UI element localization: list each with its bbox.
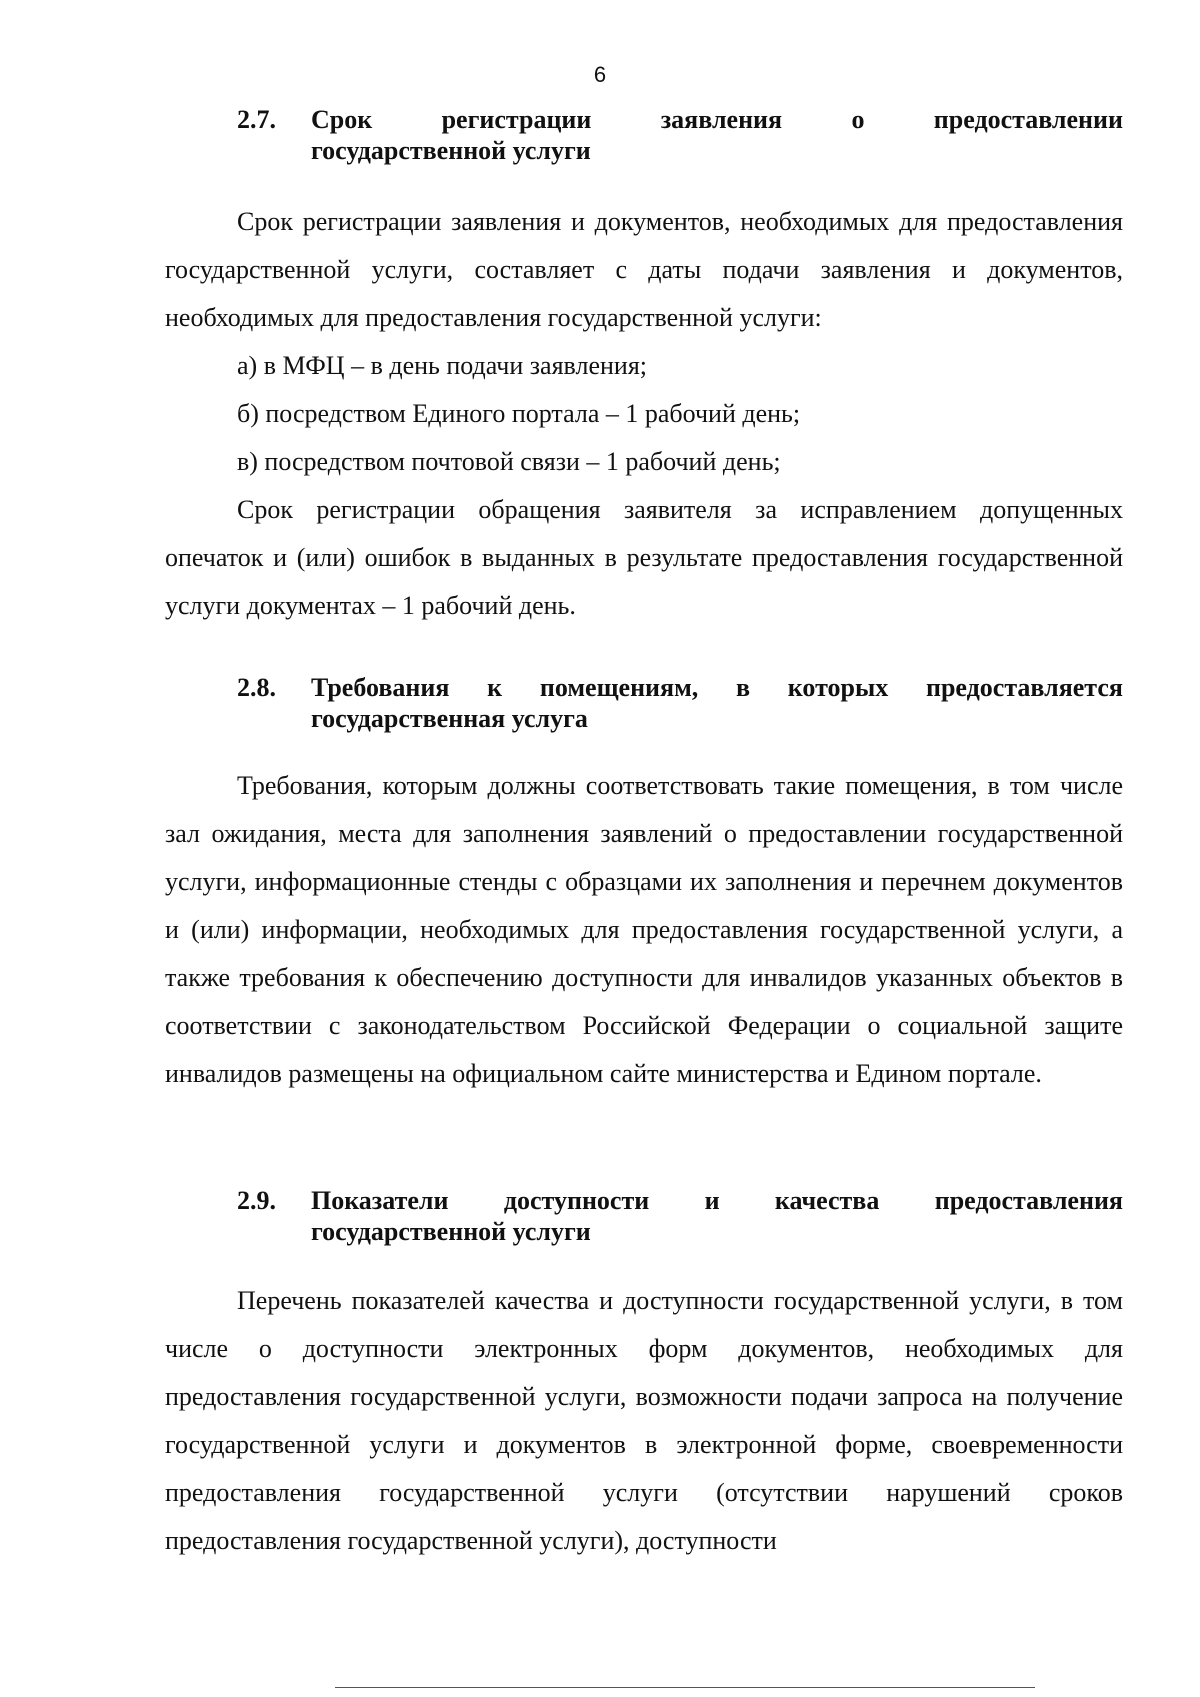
section-number: 2.8. bbox=[237, 673, 276, 702]
section-title-line1: Показатели доступности и качества предоставления bbox=[311, 1186, 1123, 1215]
list-item: б) посредством Единого портала – 1 рабочий день; bbox=[237, 399, 801, 428]
section-title-line1: Требования к помещениям, в которых предоставляется bbox=[311, 673, 1123, 702]
section-heading-2-7 bbox=[237, 104, 1123, 166]
section-intro-paragraph: Срок регистрации заявления и документов, необходимых для предоставления государственной услуги, составляет с даты подачи заявления и документов, необходимых для предоставления государственной услуги: bbox=[165, 207, 1123, 332]
section-number: 2.9. bbox=[237, 1186, 276, 1215]
section-heading-2-9 bbox=[237, 1185, 1123, 1247]
bottom-rule bbox=[335, 1687, 1035, 1688]
section-title-line2: государственная услуга bbox=[311, 704, 588, 733]
page-number: 6 bbox=[593, 62, 607, 87]
section-title-line1: Срок регистрации заявления о предоставлении bbox=[311, 105, 1123, 134]
section-title-line2: государственной услуги bbox=[311, 136, 591, 165]
section-title-line2: государственной услуги bbox=[311, 1217, 591, 1246]
list-item: а) в МФЦ – в день подачи заявления; bbox=[237, 351, 647, 380]
section-closing-paragraph: Срок регистрации обращения заявителя за исправлением допущенных опечаток и (или) ошибок в выданных в результате предоставления государственной услуги документах – 1 рабочий день. bbox=[165, 495, 1123, 620]
section-heading-2-8 bbox=[237, 672, 1123, 734]
list-item: в) посредством почтовой связи – 1 рабочий день; bbox=[237, 447, 781, 476]
section-body-paragraph: Перечень показателей качества и доступности государственной услуги, в том числе о доступности электронных форм документов, необходимых для предоставления государственной услуги, возможности подачи запроса на получение государственной услуги и документов в электронной форме, своевременности предоставления государственной услуги (отсутствии нарушений сроков предоставления государственной услуги), доступности bbox=[165, 1286, 1123, 1555]
section-body-paragraph: Требования, которым должны соответствовать такие помещения, в том числе зал ожидания, места для заполнения заявлений о предоставлении государственной услуги, информационные стенды с образцами их заполнения и перечнем документов и (или) информации, необходимых для предоставления государственной услуги, а также требования к обеспечению доступности для инвалидов указанных объектов в соответствии с законодательством Российской Федерации о социальной защите инвалидов размещены на официальном сайте министерства и Едином портале. bbox=[165, 771, 1123, 1088]
section-number: 2.7. bbox=[237, 105, 276, 134]
